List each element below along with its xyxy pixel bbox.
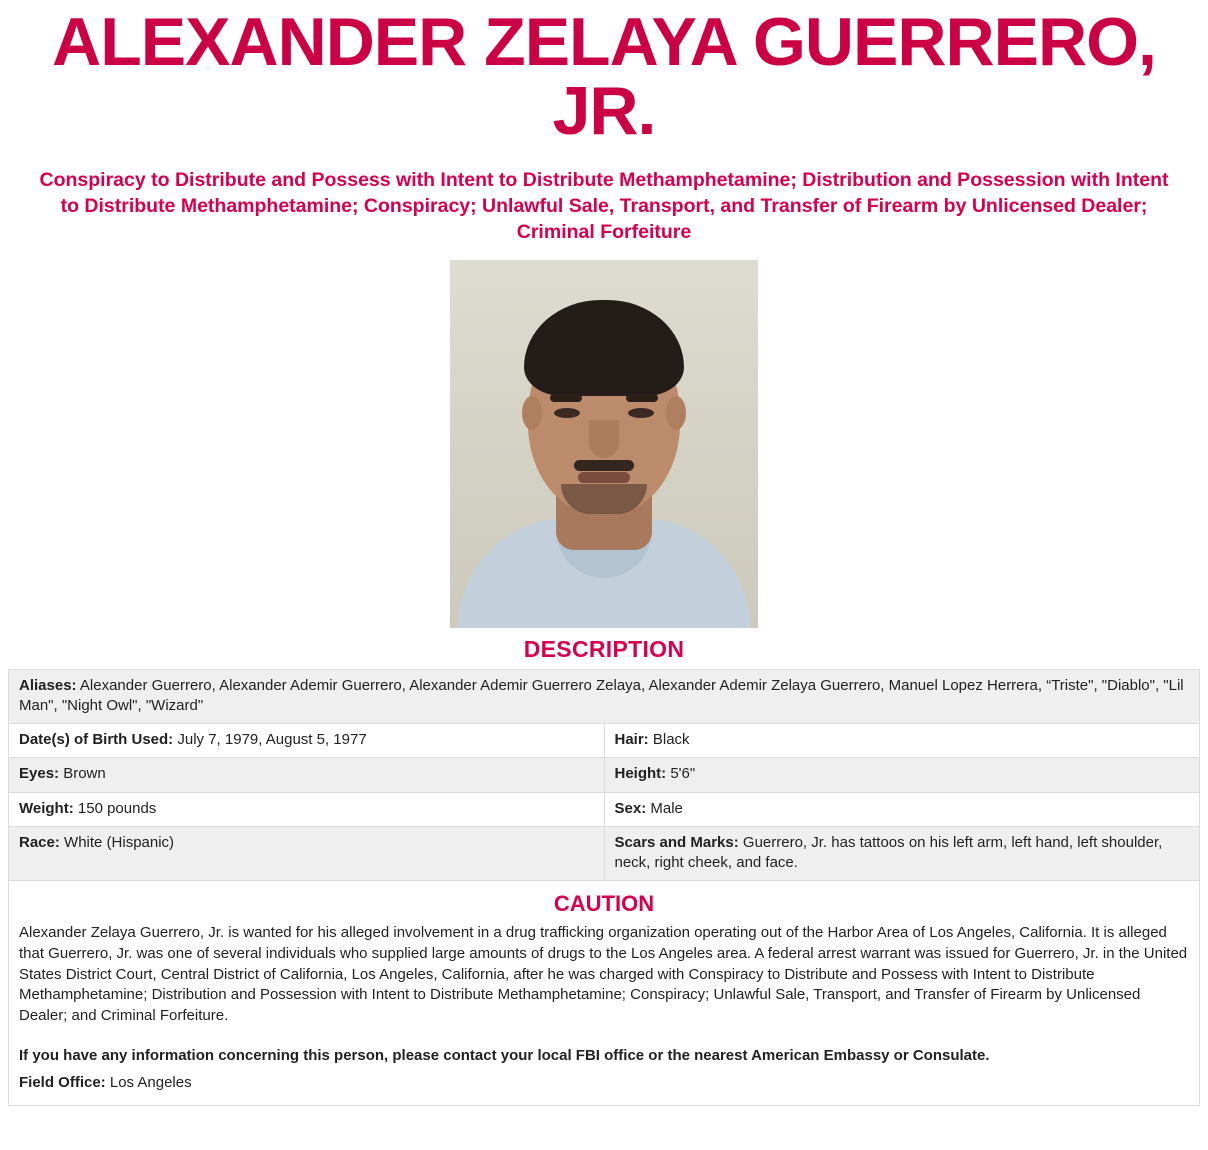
caution-heading: CAUTION [553,891,655,917]
hair-label: Hair: [614,731,649,749]
page-title: ALEXANDER ZELAYA GUERRERO, JR. [52,4,1156,150]
sex-cell [604,792,1200,826]
hair-value: Black [652,731,690,749]
nose-shape [589,420,619,458]
height-cell [604,758,1200,792]
photo-container [8,260,1200,628]
caution-section [8,881,1200,1105]
mustache-shape [574,460,634,471]
eyes-cell [9,758,605,792]
dob-value: July 7, 1979, August 5, 1977 [177,731,367,749]
field-office-value: Los Angeles [109,1073,192,1091]
weight-cell [9,792,605,826]
height-value: 5'6" [670,765,696,783]
sex-value: Male [650,799,683,817]
table-row [9,758,1200,792]
scars-and-marks-value: Guerrero, Jr. has tattoos on his left arm, left hand, left shoulder, neck, right cheek, and face. [614,833,1163,872]
eyes-label: Eyes: [19,765,60,783]
wanted-poster [0,4,1208,1106]
height-label: Height: [614,765,667,783]
hair-cell [604,724,1200,758]
description-table [8,669,1200,882]
table-row [9,826,1200,881]
table-row [9,792,1200,826]
eyebrow-right-shape [626,394,658,402]
eye-right-shape [628,408,654,418]
race-value: White (Hispanic) [64,833,175,851]
field-office-label: Field Office: [19,1073,106,1091]
caution-body: Alexander Zelaya Guerrero, Jr. is wanted for his alleged involvement in a drug trafficking organization operating out of the Harbor Area of Los Angeles, California. It is alleged that Guerrero, Jr. was one of several individuals who supplied large amounts of drugs to the Los Angeles area. A federal arrest warrant was issued for Guerrero, Jr. in the United States District Court, Central District of California, Los Angeles, California, after he was charged with Conspiracy to Distribute and Possess with Intent to Distribute Methamphetamine; Distribution and Possession with Intent to Distribute Methamphetamine; Conspiracy; Unlawful Sale, Transport, and Transfer of Firearm by Unlicensed Dealer; and Criminal Forfeiture. [19,924,1188,1025]
dob-cell [9,724,605,758]
dob-label: Date(s) of Birth Used: [19,731,174,749]
table-row [9,724,1200,758]
charges-text: Conspiracy to Distribute and Possess with Intent to Distribute Methamphetamine; Distribution and Possession with Intent to Distribute Methamphetamine; Conspiracy; Unlawful Sale, Transport, and Transfer of Firearm by Unlicensed Dealer; Criminal Forfeiture [39,168,1169,244]
mugshot-photo [450,260,758,628]
eyes-value: Brown [63,765,106,783]
contact-instruction: If you have any information concerning this person, please contact your local FBI office or the nearest American Embassy or Consulate. [19,1046,990,1064]
weight-value: 150 pounds [77,799,157,817]
aliases-cell [9,669,1200,724]
scars-and-marks-cell [604,826,1200,881]
eye-left-shape [554,408,580,418]
eyebrow-left-shape [550,394,582,402]
mouth-shape [578,472,630,483]
race-cell [9,826,605,881]
weight-label: Weight: [19,799,74,817]
sex-label: Sex: [614,799,647,817]
race-label: Race: [19,833,60,851]
description-heading: DESCRIPTION [523,635,685,662]
table-row [9,669,1200,724]
ear-left-shape [522,396,542,430]
ear-right-shape [666,396,686,430]
field-office [19,1074,1189,1091]
scars-and-marks-label: Scars and Marks: [614,833,739,851]
aliases-value: Alexander Guerrero, Alexander Ademir Guerrero, Alexander Ademir Guerrero Zelaya, Alexander Ademir Zelaya Guerrero, Manuel Lopez Herrera, “Triste", "Diablo", "Lil Man", "Night Owl", "Wizard" [19,676,1184,714]
aliases-label: Aliases: [19,676,77,694]
